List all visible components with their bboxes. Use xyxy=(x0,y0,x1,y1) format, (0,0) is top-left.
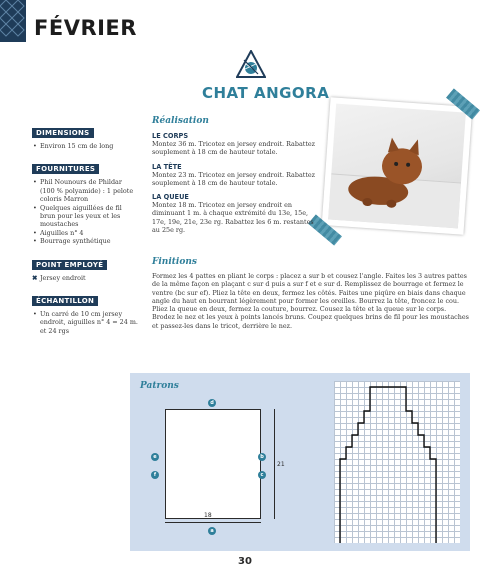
corps-text: Montez 36 m. Tricotez en jersey endroit. Rabattez souplement à 18 cm de hauteur totale. xyxy=(152,140,316,157)
point-heading: POINT EMPLOYÉ xyxy=(32,260,107,270)
body-pattern xyxy=(165,409,261,519)
echantillon-heading: ÉCHANTILLON xyxy=(32,296,98,306)
point-a: a xyxy=(208,527,216,535)
cross-bullet-icon: ✖ xyxy=(32,273,38,282)
finitions-heading: Finitions xyxy=(152,257,197,267)
finitions-section xyxy=(152,257,470,330)
point-f: f xyxy=(151,471,159,479)
patrons-heading: Patrons xyxy=(140,381,179,391)
fournitures-item: • Bourrage synthétique xyxy=(32,237,138,245)
corps-title: LE CORPS xyxy=(152,132,189,140)
fournitures-item: • Quelques aiguillées de fil brun pour les yeux et les moustaches xyxy=(32,204,138,229)
width-dimension-line xyxy=(165,522,261,523)
realisation-heading: Réalisation xyxy=(152,116,209,126)
tail-chart-grid xyxy=(334,381,460,543)
dimensions-heading: DIMENSIONS xyxy=(32,128,94,138)
finitions-text: Formez les 4 pattes en pliant le corps : placez a sur b et cousez l'angle. Faites les 3 autres pattes de la même façon en plaçant c sur d puis a sur f et e sur d. Remplissez de bourrage et fermez le ventre (bc sur ef). Pliez la tête en deux, fermez les côtés. Faites une piqûre en biais dans chaque angle du haut en bourrant légèrement pour former les oreilles. Bourrez la tête, froncez le cou. Pliez la queue en deux, fermez la couture, bourrez. Cousez la tête et la queue sur le corps. Brodez le nez et les yeux à points lancés bruns. Coupez quelques brins de fil pour les moustaches et passez-les dans le tricot, derrière le nez. xyxy=(152,272,469,330)
point-e: e xyxy=(151,453,159,461)
corner-pattern xyxy=(0,0,26,42)
sidebar xyxy=(32,120,138,341)
realisation-section xyxy=(152,116,317,234)
month-title: FÉVRIER xyxy=(34,16,137,40)
point-item: Jersey endroit xyxy=(40,273,86,282)
height-dimension-line xyxy=(274,409,275,519)
fournitures-heading: FOURNITURES xyxy=(32,164,99,174)
point-b: b xyxy=(258,453,266,461)
tete-title: LA TÊTE xyxy=(152,162,182,171)
fournitures-item: • Aiguilles n° 4 xyxy=(32,229,138,237)
point-d: d xyxy=(208,399,216,407)
point-c: c xyxy=(258,471,266,479)
cat-photo xyxy=(322,97,473,235)
patrons-panel xyxy=(130,373,470,551)
tete-text: Montez 23 m. Tricotez en jersey endroit. Rabattez souplement à 18 cm de hauteur totale. xyxy=(152,170,316,187)
queue-title: LA QUEUE xyxy=(152,193,189,202)
height-label: 21 xyxy=(277,461,285,468)
echantillon-item: • Un carré de 10 cm jersey endroit, aiguilles n° 4 = 24 m. et 24 rgs xyxy=(32,310,138,335)
pattern-title: CHAT ANGORA xyxy=(202,84,330,102)
dimensions-item: • Environ 15 cm de long xyxy=(32,142,138,150)
fournitures-item: • Phil Nounours de Phildar (100 % polyamide) : 1 pelote coloris Marron xyxy=(32,178,138,203)
queue-text: Montez 18 m. Tricotez en jersey endroit en diminuant 1 m. à chaque extrémité du 13e, 15e, 17e, 19e, 21e, 23e rg. Rabattez les 6 m. restantes au 25e rg. xyxy=(152,201,314,235)
width-label: 18 xyxy=(204,512,212,519)
page-number: 30 xyxy=(238,556,252,567)
yarn-logo-icon xyxy=(236,50,266,78)
